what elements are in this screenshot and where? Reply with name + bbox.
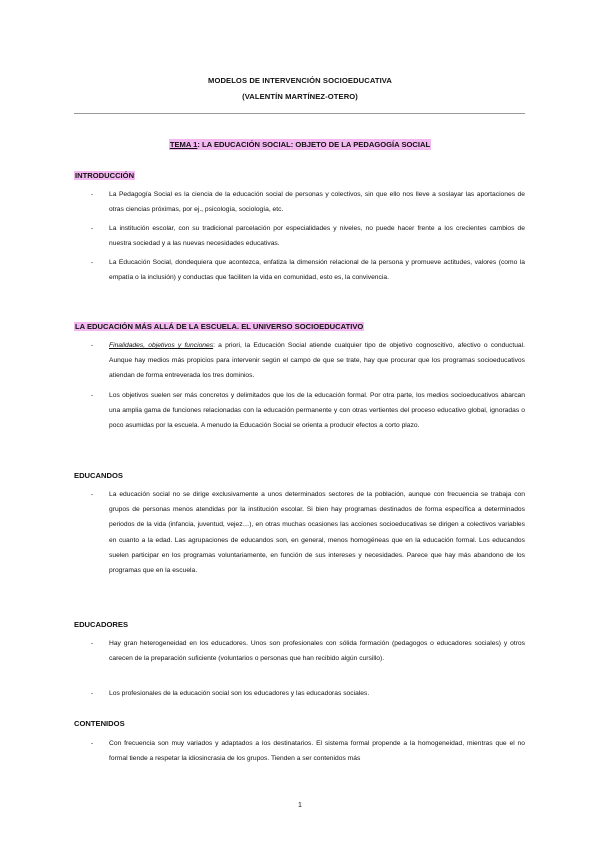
document-header-author: (VALENTÍN MARTÍNEZ-OTERO) [242,92,358,101]
list-item [74,338,525,384]
list-item [74,686,525,701]
list-item-text: Hay gran heterogeneidad en los educadores. Unos son profesionales con sólida formación (pedagogos o educadores sociales) y otros carecen de la preparación suficiente (voluntarios o personas que han recibido algún cursillo). [109,640,525,663]
list-item-text: Con frecuencia son muy variados y adaptados a los destinatarios. El sistema formal propende a la homogeneidad, mientras que el no formal tiende a respetar la idiosincrasia de los grupos. Tienden a ser contenidos más [109,740,525,763]
bullet-dash: - [91,740,94,747]
document-header-title: MODELOS DE INTERVENCIÓN SOCIOEDUCATIVA [208,76,392,85]
section-heading-contenidos: CONTENIDOS [74,719,125,728]
list-item-text-rest: : a priori, la Educación Social atiende cualquier tipo de objetivo cognoscitivo, afectivo o conductual. Aunque hay medios más propicios para intervenir según el campo de que se trate, hay que procurar que los programas socioeducativos atiendan de forma entreverada los tres dominios. [109,342,525,380]
list-item [74,636,525,666]
bullet-dash: - [91,191,94,198]
list-item [74,221,525,251]
page-number: 1 [298,802,302,809]
section-heading-educandos: EDUCANDOS [74,471,123,480]
bullet-dash: - [91,225,94,232]
bullet-dash: - [91,491,94,498]
emphasis-text: Finalidades, objetivos y funciones [109,342,214,349]
chapter-title-text: : LA EDUCACIÓN SOCIAL: OBJETO DE LA PEDAGOGÍA SOCIAL [197,140,431,149]
list-item [74,255,525,285]
list-item [74,736,525,766]
list-item-text: Los objetivos suelen ser más concretos y delimitados que los de la educación formal. Por otra parte, los medios socioeducativos abarcan una amplia gama de funciones relacionadas con la educación permanente y con otras vertientes del proceso educativo global, ignoradas o poco asumidas por la escuela. A menudo la Educación Social se orienta a producir efectos a corto plazo. [109,392,525,430]
section-heading-introduccion: INTRODUCCIÓN [75,171,135,180]
chapter-title [0,140,600,149]
list-item-text: La Pedagogía Social es la ciencia de la educación social de personas y colectivos, sin que ello nos lleve a soslayar las aportaciones de otras ciencias próximas, por ej., psicología, sociología, etc. [109,191,525,214]
section-heading-educadores: EDUCADORES [74,620,129,629]
bullet-dash: - [91,259,94,266]
list-item [74,487,525,578]
chapter-number: TEMA 1 [169,140,198,149]
header-divider [74,113,525,114]
list-item-text: La educación social no se dirige exclusivamente a unos determinados sectores de la población, aunque con frecuencia se trabaja con grupos de personas menos atendidas por la institución escolar. Si bien hay programas destinados de forma específica a determinados periodos de la vida (infancia, juventud, vejez…), en otras muchas ocasiones las acciones socioeducativas se dirigen a colectivos variables en cuanto a la edad. Las agrupaciones de educandos son, en general, menos homogéneas que en la educación formal. Los educandos suelen participar en los programas voluntariamente, en función de sus intereses y necesidades. Parece que hay más abandono de los programas que en la escuela. [109,491,525,575]
list-item [74,388,525,434]
list-item-text: Los profesionales de la educación social son los educadores y las educadoras sociales. [109,690,370,697]
list-item [74,187,525,217]
list-item-text [109,338,525,384]
section-heading-universo: LA EDUCACIÓN MÁS ALLÁ DE LA ESCUELA. EL UNIVERSO SOCIOEDUCATIVO [75,322,364,331]
list-item-text: La Educación Social, dondequiera que acontezca, enfatiza la dimensión relacional de la persona y promueve actitudes, valores (como la empatía o la inclusión) y conductas que faciliten la vida en comunidad, esto es, la convivencia. [109,259,525,282]
bullet-dash: - [91,640,94,647]
list-item-text: La institución escolar, con su tradicional parcelación por especialidades y niveles, no puede hacer frente a los crecientes cambios de nuestra sociedad y a las nuevas necesidades educativas. [109,225,525,248]
bullet-dash: - [91,690,94,697]
bullet-dash: - [91,342,94,349]
bullet-dash: - [91,392,94,399]
